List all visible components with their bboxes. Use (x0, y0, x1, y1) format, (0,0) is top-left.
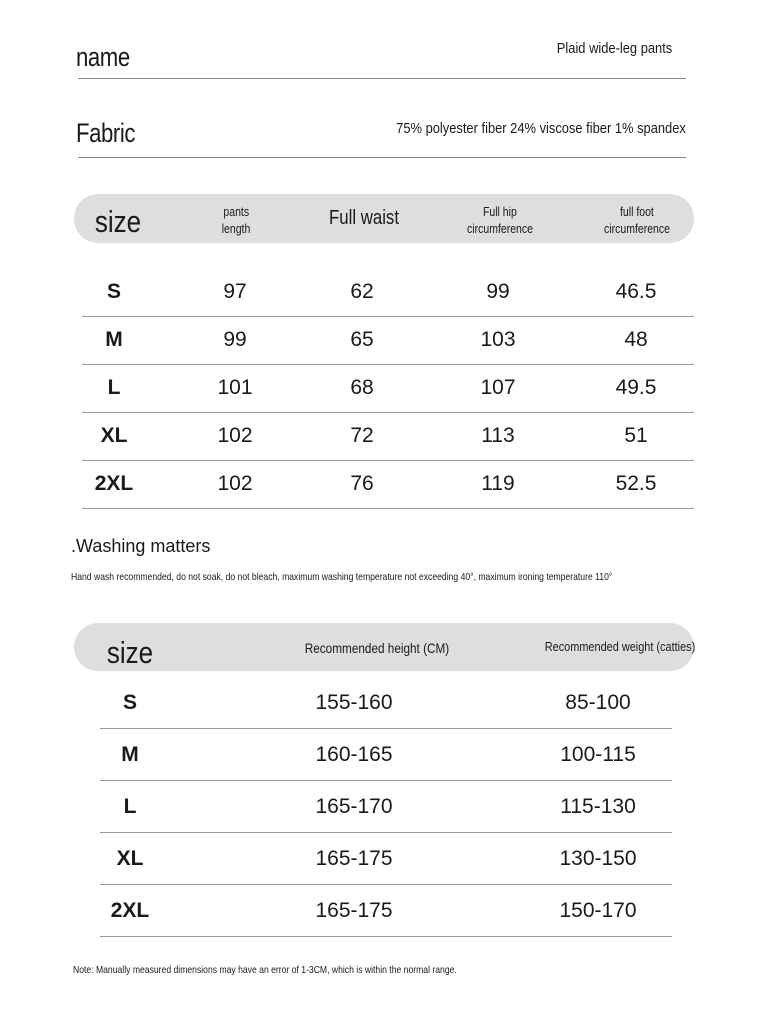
weight-cell: 150-170 (559, 898, 637, 922)
header-size: size (94, 204, 142, 239)
hip-cell: 119 (481, 472, 515, 495)
measurement-note: Note: Manually measured dimensions may have an error of 1-3CM, which is within the normal range. (73, 964, 457, 976)
height-cell: 165-170 (315, 794, 393, 818)
weight-cell: 115-130 (560, 794, 636, 818)
table-row (82, 412, 694, 461)
length-cell: 101 (217, 376, 253, 399)
table-row (82, 460, 694, 509)
weight-cell: 130-150 (559, 846, 637, 870)
fabric-value: 75% polyester fiber 24% viscose fiber 1% spandex (396, 120, 686, 137)
header-full-hip: Full hip circumference (467, 205, 533, 236)
product-name-row (78, 30, 686, 79)
table-row (100, 833, 672, 885)
length-cell: 102 (217, 472, 253, 495)
header-pants-length: pants length (221, 205, 251, 236)
header-full-waist: Full waist (328, 207, 400, 229)
height-cell: 155-160 (315, 690, 393, 714)
foot-cell: 49.5 (615, 376, 657, 399)
header-recommended-height: Recommended height (CM) (304, 640, 450, 656)
height-cell: 165-175 (315, 846, 393, 870)
name-value: Plaid wide-leg pants (556, 40, 672, 57)
name-label: name (76, 42, 130, 72)
size-cell: M (121, 742, 139, 766)
height-cell: 160-165 (315, 742, 393, 766)
size-cell: 2XL (110, 898, 150, 922)
hip-cell: 113 (481, 424, 515, 447)
table-row (82, 316, 694, 365)
size-cell: L (123, 794, 137, 818)
length-cell: 102 (217, 424, 253, 447)
header-full-foot: full foot circumference (604, 205, 670, 236)
size-cell: S (106, 280, 122, 303)
waist-cell: 76 (350, 472, 374, 495)
hip-cell: 99 (486, 280, 510, 303)
foot-cell: 52.5 (615, 472, 657, 495)
table-row (100, 885, 672, 937)
fabric-label: Fabric (76, 118, 136, 148)
washing-instructions: Hand wash recommended, do not soak, do not bleach, maximum washing temperature not exceeding 40°, maximum ironing temperature 110° (71, 571, 613, 583)
washing-title: .Washing matters (71, 536, 211, 556)
table-row (82, 268, 694, 317)
height-cell: 165-175 (315, 898, 393, 922)
waist-cell: 62 (350, 280, 374, 303)
foot-cell: 48 (624, 328, 648, 351)
waist-cell: 65 (350, 328, 374, 351)
size-cell: L (107, 376, 121, 399)
table-row (82, 364, 694, 413)
hip-cell: 107 (480, 376, 516, 399)
weight-cell: 100-115 (560, 742, 636, 766)
recommend-table-header (74, 623, 694, 671)
header-recommended-weight: Recommended weight (catties) (544, 639, 696, 654)
product-fabric-row (78, 110, 686, 158)
foot-cell: 46.5 (615, 280, 657, 303)
size-cell: S (122, 690, 138, 714)
table-row (100, 677, 672, 729)
size-cell: XL (100, 424, 128, 447)
header-size: size (106, 635, 154, 670)
foot-cell: 51 (624, 424, 648, 447)
length-cell: 99 (223, 328, 247, 351)
table-row (100, 729, 672, 781)
size-cell: 2XL (94, 472, 134, 495)
waist-cell: 68 (350, 376, 374, 399)
size-cell: M (105, 328, 123, 351)
size-table-header (74, 194, 694, 243)
waist-cell: 72 (350, 424, 374, 447)
weight-cell: 85-100 (565, 690, 631, 714)
size-cell: XL (116, 846, 144, 870)
table-row (100, 781, 672, 833)
hip-cell: 103 (480, 328, 516, 351)
length-cell: 97 (223, 280, 247, 303)
